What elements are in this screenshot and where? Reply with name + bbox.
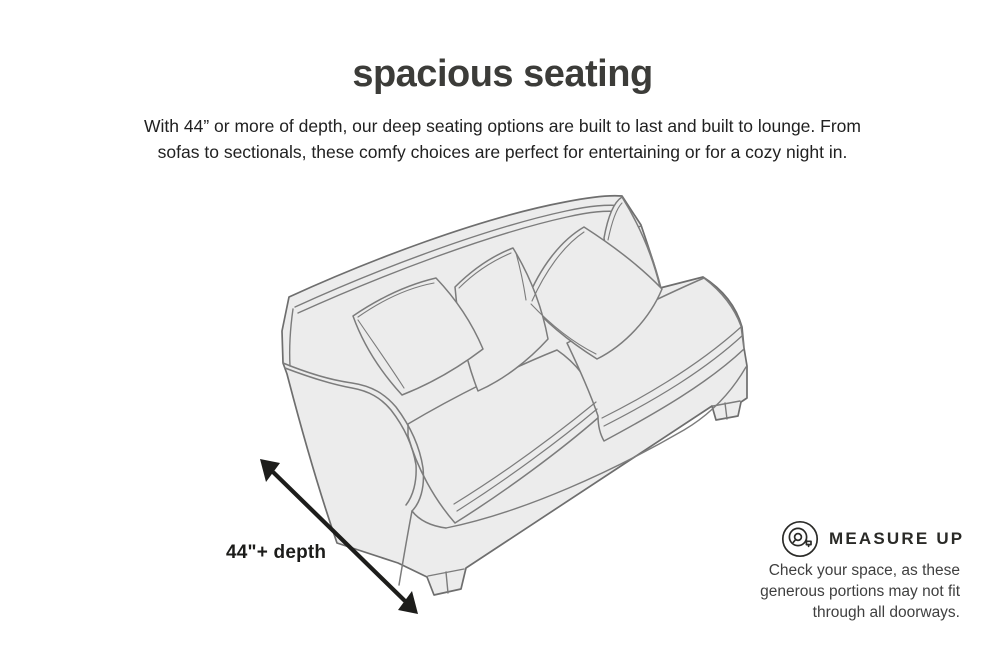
measure-up-caption-line-1: Check your space, as these — [768, 562, 960, 579]
page-title: spacious seating — [352, 53, 653, 95]
measure-up-header — [740, 518, 965, 558]
measure-up-caption — [740, 560, 960, 623]
intro-line-1: With 44” or more of depth, our deep seating options are built to last and built to lounge. From — [144, 116, 861, 136]
measure-up-heading: MEASURE UP — [829, 529, 965, 548]
measure-up-caption-line-2: generous portions may not fit — [760, 583, 960, 600]
intro-line-2: sofas to sectionals, these comfy choices are perfect for entertaining or for a cozy night in. — [157, 141, 848, 162]
measure-up-section — [740, 518, 965, 621]
measure-up-caption-line-3: through all doorways. — [812, 604, 960, 621]
dimension-label: 44"+ depth — [226, 542, 327, 563]
tape-measure-icon — [781, 520, 819, 558]
